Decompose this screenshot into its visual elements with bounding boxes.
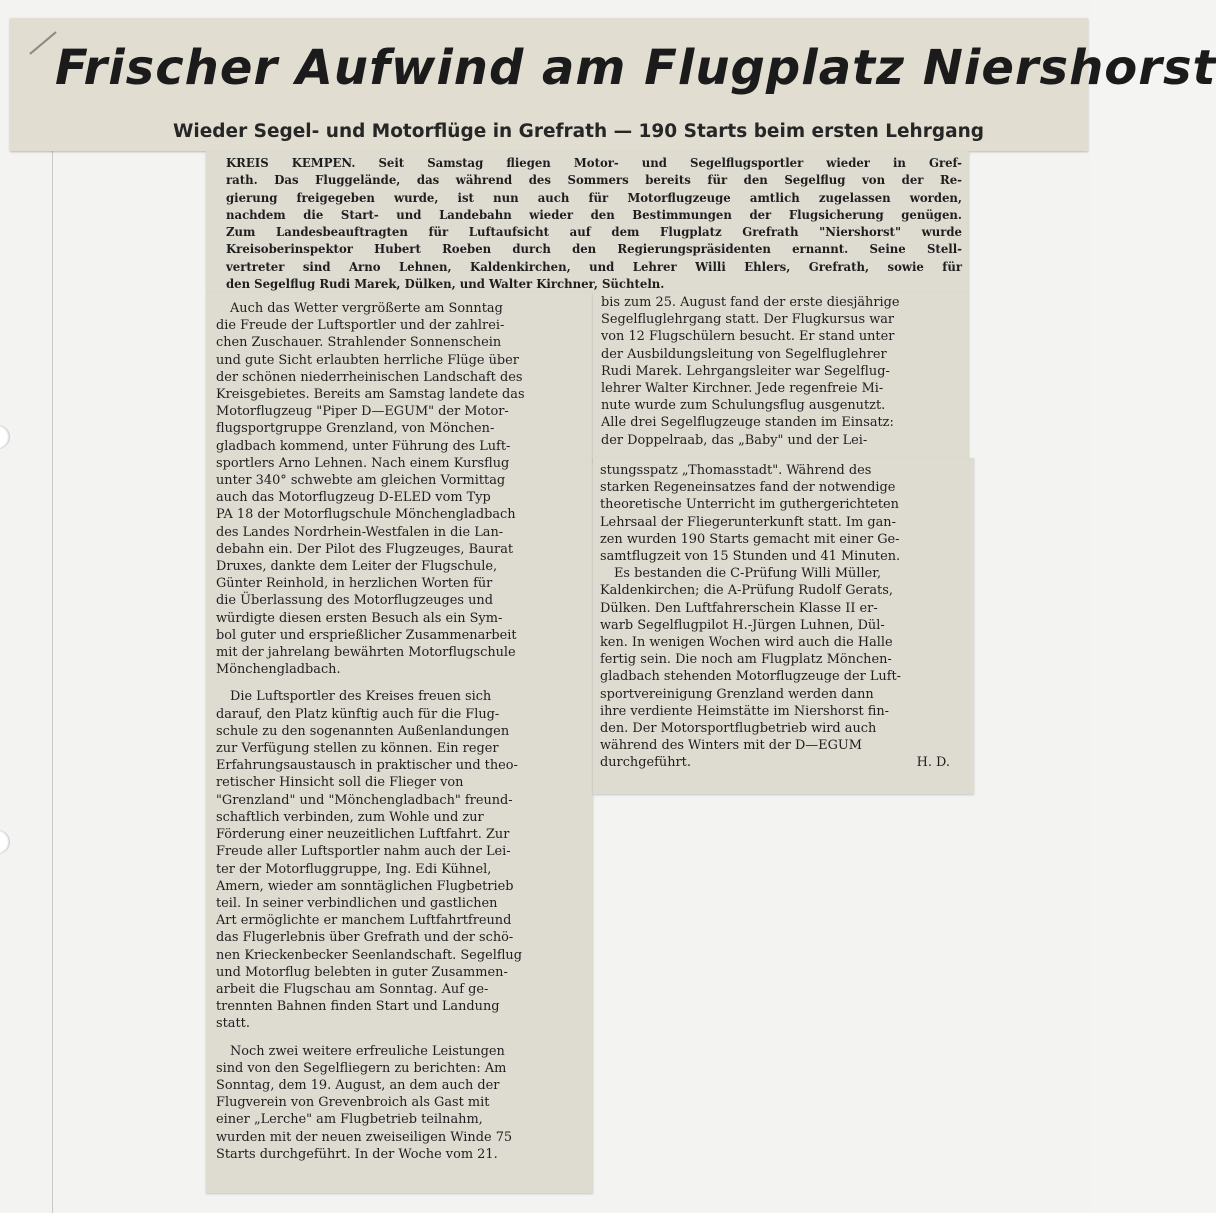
- text-line: Zum Landesbeauftragten für Luftaufsicht auf dem Flugplatz Grefrath "Niershorst" wurde: [226, 225, 962, 240]
- text-line: bol guter und ersprießlicher Zusammenarbeit: [216, 627, 517, 643]
- text-line: darauf, den Platz künftig auch für die Flug-: [216, 706, 500, 722]
- text-line: Rudi Marek. Lehrgangsleiter war Segelflug-: [601, 363, 890, 379]
- text-line: vertreter sind Arno Lehnen, Kaldenkirchen, und Lehrer Willi Ehlers, Grefrath, sowie für: [226, 259, 962, 274]
- text-line: statt.: [216, 1016, 250, 1032]
- text-line: Freude aller Luftsportler nahm auch der Lei-: [216, 844, 511, 860]
- closing-line: [600, 754, 968, 771]
- text-line: schule zu den sogenannten Außenlandungen: [216, 723, 510, 739]
- text-line: gladbach kommend, unter Führung des Luft-: [216, 438, 511, 454]
- text-line: ken. In wenigen Wochen wird auch die Halle: [600, 635, 893, 651]
- column-text: [601, 294, 963, 449]
- text-line: Förderung einer neuzeitlichen Luftfahrt. Zur: [216, 827, 510, 843]
- text-line: Noch zwei weitere erfreuliche Leistungen: [230, 1043, 505, 1059]
- text-line: trennten Bahnen finden Start und Landung: [216, 999, 500, 1015]
- text-line: starken Regeneinsatzes fand der notwendige: [600, 480, 896, 496]
- text-line: Lehrsaal der Fliegerunterkunft statt. Im gan-: [600, 514, 896, 530]
- text-line: Erfahrungsaustausch in praktischer und theo-: [216, 758, 518, 774]
- headline-subtitle: Wieder Segel- und Motorflüge in Grefrath — 190 Starts beim ersten Lehrgang: [173, 121, 984, 142]
- text-line: Günter Reinhold, in herzlichen Worten für: [216, 576, 493, 592]
- text-line: würdigte diesen ersten Besuch als ein Sym-: [216, 610, 503, 626]
- text-line: Segelfluglehrgang statt. Der Flugkursus war: [601, 312, 895, 328]
- text-line: Kreisoberinspektor Hubert Roeben durch den Regierungspräsidenten ernannt. Seine Stell-: [226, 242, 962, 257]
- text-line: einer „Lerche" am Flugbetrieb teilnahm,: [216, 1112, 483, 1128]
- text-line: Starts durchgeführt. In der Woche vom 21.: [216, 1146, 498, 1162]
- text-line: die Überlassung des Motorflugzeuges und: [216, 593, 493, 609]
- text-line: PA 18 der Motorflugschule Mönchengladbach: [216, 507, 516, 523]
- text-line: des Landes Nordrhein-Westfalen in die Lan-: [216, 524, 504, 540]
- text-line: von 12 Flugschülern besucht. Er stand unter: [601, 329, 895, 345]
- text-line: Auch das Wetter vergrößerte am Sonntag: [230, 301, 503, 316]
- text-line: der Doppelraab, das „Baby" und der Lei-: [601, 432, 868, 448]
- headline-title: Frischer Aufwind am Flugplatz Niershorst: [55, 40, 1216, 96]
- text-line: zur Verfügung stellen zu können. Ein reger: [216, 741, 499, 757]
- text-line: nute wurde zum Schulungsflug ausgenutzt.: [601, 398, 886, 414]
- pencil-mark: [29, 31, 56, 54]
- text-line: bis zum 25. August fand der erste diesjährige: [601, 295, 900, 310]
- text-line: Art ermöglichte er manchem Luftfahrtfreund: [216, 913, 512, 929]
- text-line: während des Winters mit der D—EGUM: [600, 738, 862, 754]
- text-line: sportlers Arno Lehnen. Nach einem Kursflug: [216, 455, 510, 471]
- page-margin-line: [52, 150, 53, 1213]
- text-line: lehrer Walter Kirchner. Jede regenfreie Mi-: [601, 381, 884, 397]
- text-line: chen Zuschauer. Strahlender Sonnenschein: [216, 335, 502, 351]
- text-line: Die Luftsportler des Kreises freuen sich: [230, 689, 492, 705]
- text-line: samtflugzeit von 15 Stunden und 41 Minuten.: [600, 549, 901, 565]
- text-line: Kaldenkirchen; die A-Prüfung Rudolf Gerats,: [600, 583, 893, 599]
- lead-paragraph: [226, 155, 962, 293]
- text-line: retischer Hinsicht soll die Flieger von: [216, 775, 464, 791]
- text-line: Flugverein von Grevenbroich als Gast mit: [216, 1095, 490, 1111]
- text-line: den Segelflug Rudi Marek, Dülken, und Walter Kirchner, Süchteln.: [226, 277, 665, 292]
- text-line: Motorflugzeug "Piper D—EGUM" der Motor-: [216, 404, 509, 420]
- text-line: theoretische Unterricht im guthergerichteten: [600, 497, 899, 513]
- text-line: arbeit die Flugschau am Sonntag. Auf ge-: [216, 981, 489, 997]
- text-line: schaftlich verbinden, zum Wohle und zur: [216, 809, 484, 825]
- text-line: KREIS KEMPEN. Seit Samstag fliegen Motor- und Segelflugsportler wieder in Gref-: [226, 156, 962, 170]
- text-line: der schönen niederrheinischen Landschaft des: [216, 369, 523, 385]
- text-line: wurden mit der neuen zweiseiligen Winde 75: [216, 1129, 513, 1145]
- text-line: teil. In seiner verbindlichen und gastlichen: [216, 895, 498, 911]
- article-column-right-top: [593, 292, 969, 462]
- text-line: Dülken. Den Luftfahrerschein Klasse II er-: [600, 600, 878, 616]
- text-line: stungsspatz „Thomasstadt". Während des: [600, 463, 872, 478]
- punch-hole: [0, 830, 10, 854]
- text-line: Mönchengladbach.: [216, 662, 341, 678]
- text-line: das Flugerlebnis über Grefrath und der schö-: [216, 930, 514, 946]
- text-line: und gute Sicht erlaubten herrliche Flüge über: [216, 352, 519, 368]
- column-text: [216, 300, 586, 1163]
- text-line: die Freude der Luftsportler und der zahlrei-: [216, 318, 505, 334]
- text-line: debahn ein. Der Pilot des Flugzeuges, Baurat: [216, 541, 514, 557]
- text-line: "Grenzland" und "Mönchengladbach" freund-: [216, 792, 513, 808]
- text-line: ihre verdiente Heimstätte im Niershorst fin-: [600, 703, 890, 719]
- text-line: Sonntag, dem 19. August, an dem auch der: [216, 1077, 500, 1093]
- text-line: fertig sein. Die noch am Flugplatz Mönchen-: [600, 652, 892, 668]
- punch-hole: [0, 425, 10, 449]
- text-line: auch das Motorflugzeug D-ELED vom Typ: [216, 490, 491, 506]
- text-line: und Motorflug belebten in guter Zusammen-: [216, 964, 508, 980]
- article-column-right-bottom: [593, 458, 974, 794]
- headline-clipping: [10, 18, 1216, 151]
- text-line: unter 340° schwebte am gleichen Vormittag: [216, 473, 506, 489]
- text-line: Druxes, dankte dem Leiter der Flugschule,: [216, 559, 498, 575]
- text-line: durchgeführt.: [600, 755, 691, 771]
- text-line: gladbach stehenden Motorflugzeuge der Luft-: [600, 669, 902, 685]
- column-text: [600, 462, 968, 772]
- text-line: der Ausbildungsleitung von Segelfluglehrer: [601, 346, 887, 362]
- text-line: Es bestanden die C-Prüfung Willi Müller,: [614, 566, 882, 582]
- text-line: zen wurden 190 Starts gemacht mit einer Ge-: [600, 531, 900, 547]
- text-line: nen Krieckenbecker Seenlandschaft. Segelflug: [216, 947, 522, 963]
- author-signature: H. D.: [916, 755, 950, 771]
- text-line: den. Der Motorsportflugbetrieb wird auch: [600, 721, 877, 737]
- text-line: Amern, wieder am sonntäglichen Flugbetrieb: [216, 878, 514, 894]
- text-line: sind von den Segelfliegern zu berichten: Am: [216, 1060, 507, 1076]
- text-line: ter der Motorfluggruppe, Ing. Edi Kühnel,: [216, 861, 492, 877]
- text-line: sportvereinigung Grenzland werden dann: [600, 686, 874, 702]
- text-line: mit der jahrelang bewährten Motorflugschule: [216, 645, 516, 661]
- text-line: Alle drei Segelflugzeuge standen im Einsatz:: [601, 415, 894, 431]
- lead-paragraph-clipping: [206, 151, 969, 292]
- text-line: Kreisgebietes. Bereits am Samstag landete das: [216, 387, 525, 403]
- text-line: flugsportgruppe Grenzland, von Mönchen-: [216, 421, 495, 437]
- text-line: rath. Das Fluggelände, das während des Sommers bereits für den Segelflug von der Re-: [226, 173, 962, 188]
- text-line: gierung freigegeben wurde, ist nun auch für Motorflugzeuge amtlich zugelassen worden,: [226, 190, 962, 205]
- text-line: nachdem die Start- und Landebahn wieder den Bestimmungen der Flugsicherung genügen.: [226, 207, 962, 222]
- text-line: warb Segelflugpilot H.-Jürgen Luhnen, Dül-: [600, 617, 885, 633]
- article-column-left: [206, 292, 593, 1193]
